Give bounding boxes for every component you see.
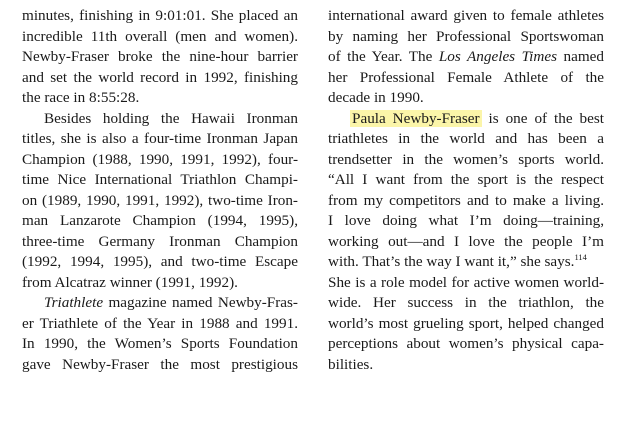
text-line (328, 191, 604, 212)
text-run: I love doing what I’m doing—training, (328, 212, 604, 229)
text-run: Champion (1988, 1990, 1991, 1992), four- (22, 150, 298, 168)
text-line (22, 109, 298, 130)
text-line (22, 88, 298, 109)
text-line (328, 109, 604, 130)
text-line (328, 293, 604, 314)
right-text-column (328, 6, 604, 375)
text-run: perceptions about women’s physical capa- (328, 335, 604, 352)
text-line (22, 170, 298, 191)
text-run: by naming her Professional Sportswoman (328, 27, 604, 45)
text-run: (1992, 1994, 1995), and two-time Escape (22, 253, 298, 270)
text-run: on (1989, 1990, 1991, 1992), two-time Iron- (22, 191, 298, 209)
text-line (328, 273, 604, 294)
text-run: She is a role model for active women world- (328, 273, 604, 291)
text-line (328, 6, 604, 27)
text-run: titles, she is also a four-time Ironman Japan (22, 130, 298, 147)
text-line (328, 68, 604, 89)
text-run: wide. Her success in the triathlon, the (328, 294, 604, 311)
text-run: triathletes in the world and has been a (328, 130, 604, 147)
text-line (328, 314, 604, 335)
text-run: is one of the best (481, 109, 604, 127)
text-line (328, 252, 604, 273)
text-run: gave Newby-Fraser the most prestigious (22, 355, 298, 373)
text-run: incredible 11th overall (men and women). (22, 27, 298, 45)
italic-title: Triathlete (44, 294, 104, 311)
text-line (328, 150, 604, 171)
text-line (22, 252, 298, 273)
text-line (22, 293, 298, 314)
text-run: Newby-Fraser broke the nine-hour barrier (22, 48, 298, 65)
text-line (22, 273, 298, 294)
text-run: In 1990, the Women’s Sports Foundation (22, 335, 298, 352)
text-line (328, 47, 604, 68)
text-run: magazine named Newby-Fras- (103, 294, 298, 311)
text-line (328, 88, 604, 109)
text-run: world’s most grueling sport, helped changed (328, 314, 604, 332)
text-run: from Alcatraz winner (1991, 1992). (22, 273, 238, 291)
text-run: of the Year. The (328, 48, 439, 65)
text-line (328, 170, 604, 191)
text-line (328, 211, 604, 232)
text-line (22, 27, 298, 48)
text-run: three-time Germany Ironman Champion (22, 232, 298, 250)
text-line (328, 27, 604, 48)
text-run: from my competitors and to make a living. (328, 191, 604, 209)
text-line (22, 150, 298, 171)
text-line (22, 211, 298, 232)
text-run: man Lanzarote Champion (1994, 1995), (22, 212, 298, 229)
text-run: time Nice International Triathlon Champi- (22, 171, 298, 188)
text-line (22, 129, 298, 150)
text-run: minutes, finishing in 9:01:01. She placed an (22, 7, 298, 24)
text-line (22, 6, 298, 27)
text-run: er Triathlete of the Year in 1988 and 1991. (22, 314, 298, 332)
text-line (22, 334, 298, 355)
text-run: bilities. (328, 355, 374, 373)
text-run: international award given to female athletes (328, 7, 604, 24)
text-run: trendsetter in the women’s sports world. (328, 150, 604, 168)
text-run: her Professional Female Athlete of the (328, 68, 604, 86)
left-text-column (22, 6, 298, 375)
text-line (22, 47, 298, 68)
text-line (22, 232, 298, 253)
text-line (328, 355, 604, 376)
text-line (22, 68, 298, 89)
text-run: with. That’s the way I want it,” she says. (328, 253, 575, 270)
text-line (22, 191, 298, 212)
text-line (328, 129, 604, 150)
text-line (22, 355, 298, 376)
text-line (328, 334, 604, 355)
footnote-marker: 114 (574, 252, 587, 262)
text-line (22, 314, 298, 335)
text-run: Besides holding the Hawaii Ironman (44, 109, 298, 127)
text-run: “All I want from the sport is the respect (328, 171, 604, 188)
text-run: the race in 8:55:28. (22, 89, 140, 106)
text-line (328, 232, 604, 253)
italic-title: Los Angeles Times (438, 48, 558, 65)
highlighted-name: Paula Newby-Fraser (352, 109, 480, 127)
text-run: working out—and I love the people I’m (328, 232, 604, 250)
text-run: decade in 1990. (328, 89, 424, 106)
text-run: named (557, 48, 604, 65)
text-run: and set the world record in 1992, finishing (22, 68, 298, 86)
